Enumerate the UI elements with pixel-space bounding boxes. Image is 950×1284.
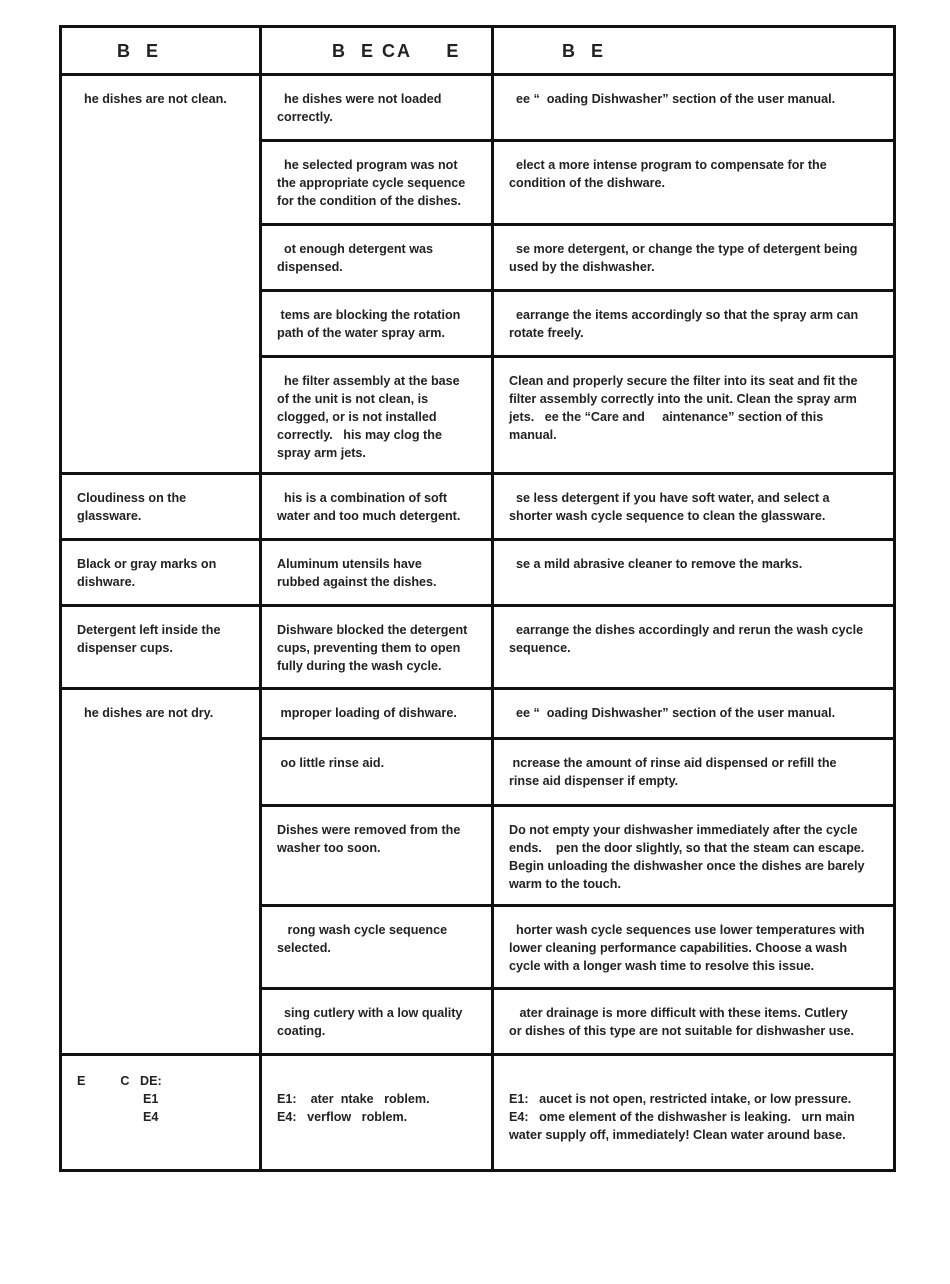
cause-cell: he selected program was not the appropriate cycle sequence for the condition of the dishes. — [261, 141, 493, 225]
solution-cell: ncrease the amount of rinse aid dispensed or refill the rinse aid dispenser if empty. — [493, 739, 895, 806]
cause-cell: his is a combination of soft water and too much detergent. — [261, 474, 493, 540]
solution-cell: ee “ oading Dishwasher” section of the user manual. — [493, 75, 895, 141]
table-row — [61, 75, 895, 141]
cause-cell: tems are blocking the rotation path of the water spray arm. — [261, 291, 493, 357]
troubleshooting-table — [59, 25, 896, 1172]
problem-cell: Cloudiness on the glassware. — [61, 474, 261, 540]
error-solution-cell: E1: aucet is not open, restricted intake, or low pressure. E4: ome element of the dishwasher is leaking. urn main water supply off, immediately! Clean water around base. — [493, 1055, 895, 1171]
table-row — [61, 540, 895, 606]
solution-cell: Do not empty your dishwasher immediately after the cycle ends. pen the door slightly, so that the steam can escape. Begin unloading the dishwasher once the dishes are barely warm to the touch. — [493, 806, 895, 906]
problem-cell: he dishes are not clean. — [61, 75, 261, 474]
solution-cell: ee “ oading Dishwasher” section of the user manual. — [493, 689, 895, 739]
table-body — [61, 27, 895, 1171]
error-code-row — [61, 1055, 895, 1171]
solution-cell: elect a more intense program to compensate for the condition of the dishware. — [493, 141, 895, 225]
solution-cell: se more detergent, or change the type of detergent being used by the dishwasher. — [493, 225, 895, 291]
problem-cell: Black or gray marks on dishware. — [61, 540, 261, 606]
solution-cell: horter wash cycle sequences use lower temperatures with lower cleaning performance capabilities. Choose a wash cycle with a longer wash time to resolve this issue. — [493, 906, 895, 989]
header-row — [61, 27, 895, 75]
problem-cell: he dishes are not dry. — [61, 689, 261, 1055]
solution-cell: se a mild abrasive cleaner to remove the marks. — [493, 540, 895, 606]
cause-cell: he dishes were not loaded correctly. — [261, 75, 493, 141]
error-code-label: E C DE: — [77, 1074, 162, 1088]
cause-cell: oo little rinse aid. — [261, 739, 493, 806]
cause-cell: Dishes were removed from the washer too soon. — [261, 806, 493, 906]
cause-cell: ot enough detergent was dispensed. — [261, 225, 493, 291]
solution-cell: Clean and properly secure the filter into its seat and fit the filter assembly correctly into the unit. Clean the spray arm jets. ee the “Care and aintenance” section of this manual. — [493, 357, 895, 474]
error-code: E4 — [143, 1110, 159, 1124]
header-problem: B E — [61, 27, 261, 75]
solution-cell: ater drainage is more difficult with these items. Cutlery or dishes of this type are not suitable for dishwasher use. — [493, 989, 895, 1055]
table-row — [61, 689, 895, 739]
cause-cell: mproper loading of dishware. — [261, 689, 493, 739]
solution-cell: earrange the items accordingly so that the spray arm can rotate freely. — [493, 291, 895, 357]
table-row — [61, 606, 895, 689]
solution-cell: earrange the dishes accordingly and rerun the wash cycle sequence. — [493, 606, 895, 689]
cause-cell: he filter assembly at the base of the unit is not clean, is clogged, or is not installed correctly. his may clog the spray arm jets. — [261, 357, 493, 474]
cause-cell: Aluminum utensils have rubbed against the dishes. — [261, 540, 493, 606]
error-cause-cell: E1: ater ntake roblem. E4: verflow roblem. — [261, 1055, 493, 1171]
error-code: E1 — [143, 1092, 159, 1106]
solution-cell: se less detergent if you have soft water, and select a shorter wash cycle sequence to clean the glassware. — [493, 474, 895, 540]
cause-cell: sing cutlery with a low quality coating. — [261, 989, 493, 1055]
error-code-cell — [61, 1055, 261, 1171]
header-because: B E CA E — [261, 27, 493, 75]
problem-cell: Detergent left inside the dispenser cups. — [61, 606, 261, 689]
cause-cell: Dishware blocked the detergent cups, preventing them to open fully during the wash cycle. — [261, 606, 493, 689]
header-solution: B E — [493, 27, 895, 75]
table-row — [61, 474, 895, 540]
cause-cell: rong wash cycle sequence selected. — [261, 906, 493, 989]
